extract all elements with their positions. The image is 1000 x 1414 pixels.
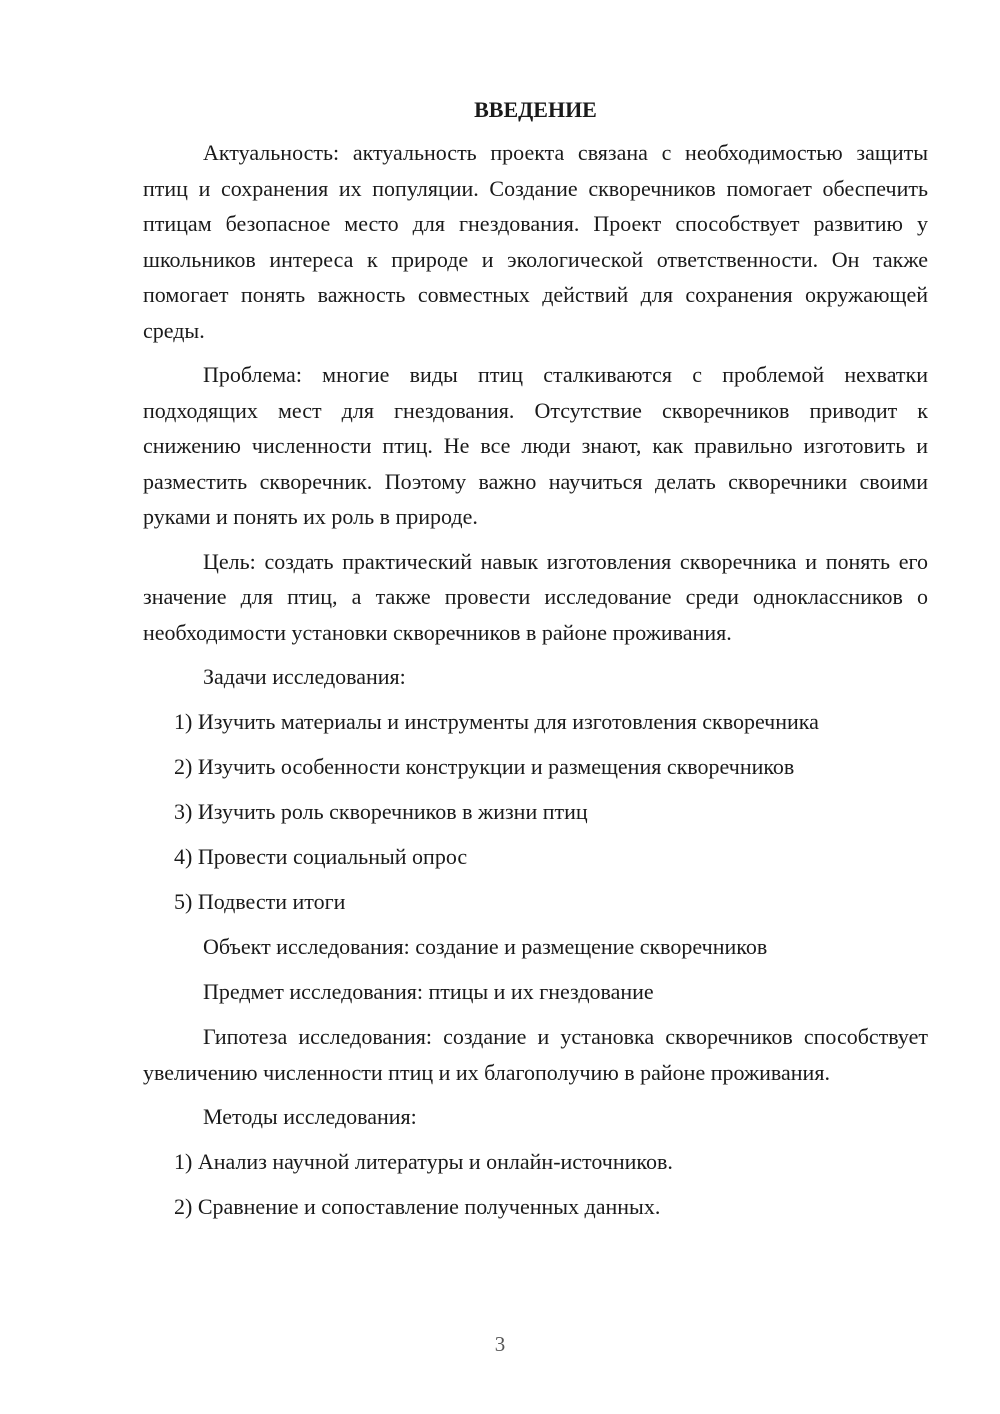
page-number: 3 [494,1332,506,1356]
goal-paragraph: Цель: создать практический навык изготовления скворечника и понять его значение для птиц, а также провести исследование среди одноклассников о необходимости установки скворечников в районе проживания. [143,548,928,645]
task-item-4: 4) Провести социальный опрос [174,844,468,869]
section-title: ВВЕДЕНИЕ [474,97,597,122]
subject-line: Предмет исследования: птицы и их гнездование [203,979,654,1004]
hypothesis-paragraph: Гипотеза исследования: создание и установка скворечников способствует увеличению численности птиц и их благополучию в районе проживания. [143,1024,928,1085]
task-item-2: 2) Изучить особенности конструкции и размещения скворечников [174,754,795,779]
tasks-heading: Задачи исследования: [203,664,406,689]
methods-heading: Методы исследования: [203,1104,417,1129]
task-item-5: 5) Подвести итоги [174,889,346,914]
problem-paragraph: Проблема: многие виды птиц сталкиваются с проблемой нехватки подходящих мест для гнездования. Отсутствие скворечников приводит к снижению численности птиц. Не все люди знают, как правильно изготовить и разместить скворечник. Поэтому важно научиться делать скворечники своими руками и понять их роль в природе. [143,362,928,529]
method-item-2: 2) Сравнение и сопоставление полученных данных. [174,1194,661,1219]
task-item-1: 1) Изучить материалы и инструменты для изготовления скворечника [174,709,819,734]
method-item-1: 1) Анализ научной литературы и онлайн-источников. [174,1149,673,1174]
actuality-paragraph: Актуальность: актуальность проекта связана с необходимостью защиты птиц и сохранения их популяции. Создание скворечников помогает обеспечить птицам безопасное место для гнездования. Проект способствует развитию у школьников интереса к природе и экологической ответственности. Он также помогает понять важность совместных действий для сохранения окружающей среды. [143,140,928,343]
object-line: Объект исследования: создание и размещение скворечников [203,934,768,959]
document-page [143,92,928,1234]
task-item-3: 3) Изучить роль скворечников в жизни птиц [174,799,588,824]
